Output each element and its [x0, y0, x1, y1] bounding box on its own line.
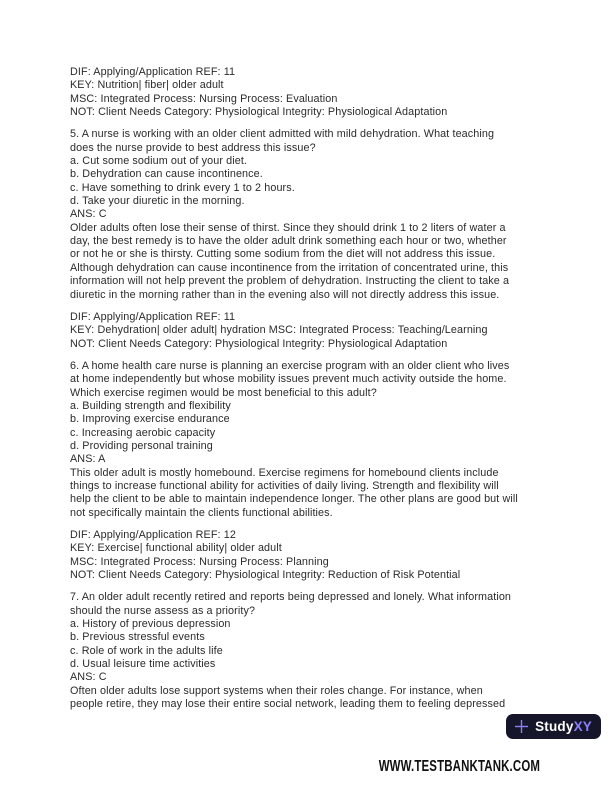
option-d: d. Usual leisure time activities	[70, 658, 216, 671]
answer-line: ANS: C	[70, 671, 107, 684]
option-c: c. Increasing aerobic capacity	[70, 426, 216, 439]
meta-dif-line: DIF: Applying/Application REF: 11	[70, 66, 236, 78]
meta-key-line: KEY: Nutrition| fiber| older adult	[70, 79, 224, 92]
meta-dif-line: DIF: Applying/Application REF: 11	[70, 310, 236, 323]
question-stem-line: Which exercise regimen would be most beneficial to this adult?	[70, 386, 377, 399]
option-a: a. Cut some sodium out of your diet.	[70, 155, 248, 168]
rationale-line: Although dehydration can cause incontinence from the irritation of concentrated urine, this	[70, 261, 509, 274]
meta-not-line: NOT: Client Needs Category: Physiological Integrity: Physiological Adaptation	[70, 337, 448, 350]
option-a: a. History of previous depression	[70, 618, 231, 631]
option-d: d. Take your diuretic in the morning.	[70, 195, 245, 208]
rationale-line: information will not help prevent the problem of dehydration. Instructing the client to take a	[70, 275, 510, 288]
meta-dif-line: DIF: Applying/Application REF: 12	[70, 529, 236, 541]
option-c: c. Role of work in the adults life	[70, 644, 223, 657]
question-stem-line: 7. An older adult recently retired and reports being depressed and lonely. What information	[70, 591, 512, 604]
rationale-line: things to increase functional ability for activities of daily living. Strength and flexibility will	[70, 479, 499, 492]
option-b: b. Improving exercise endurance	[70, 413, 230, 426]
rationale-line: diuretic in the morning rather than in the evening also will not directly address this issue.	[70, 288, 500, 301]
rationale-line: people retire, they may lose their entire social network, leading them to feeling depressed	[70, 698, 506, 711]
question-6-block	[70, 360, 550, 520]
plus-icon	[514, 719, 529, 734]
rationale-line: not specifically maintain the clients functional abilities.	[70, 506, 333, 519]
question-5-block	[70, 128, 550, 301]
rationale-line: Older adults often lose their sense of thirst. Since they should drink 1 to 2 liters of water a	[70, 221, 506, 234]
option-a: a. Building strength and flexibility	[70, 399, 231, 412]
option-b: b. Dehydration can cause incontinence.	[70, 168, 263, 181]
question-7-block	[70, 591, 550, 711]
question-stem-line: should the nurse assess as a priority?	[70, 604, 256, 617]
meta-key-line: KEY: Exercise| functional ability| older adult	[70, 542, 282, 555]
question-stem-line: does the nurse provide to best address this issue?	[70, 141, 316, 154]
meta-block-question-5	[70, 311, 550, 351]
website-watermark: WWW.TESTBANKTANK.COM	[378, 758, 540, 775]
brand-name: Study	[535, 719, 574, 734]
rationale-line: day, the best remedy is to have the older adult drink something each hour or two, whether	[70, 235, 507, 248]
question-stem-line: 5. A nurse is working with an older client admitted with mild dehydration. What teaching	[70, 128, 495, 141]
rationale-line: This older adult is mostly homebound. Exercise regimens for homebound clients include	[70, 466, 499, 479]
answer-line: ANS: C	[70, 208, 107, 221]
rationale-line: Often older adults lose support systems when their roles change. For instance, when	[70, 684, 483, 697]
option-c: c. Have something to drink every 1 to 2 hours.	[70, 181, 295, 194]
meta-msc-line: MSC: Integrated Process: Nursing Process: Planning	[70, 555, 329, 568]
option-b: b. Previous stressful events	[70, 631, 205, 644]
brand-suffix: XY	[573, 719, 592, 734]
rationale-line: help the client to be able to maintain independence longer. The other plans are good but will	[70, 493, 518, 506]
meta-block-question-6	[70, 529, 550, 582]
option-d: d. Providing personal training	[70, 439, 213, 452]
brand-wordmark	[535, 719, 592, 734]
question-stem-line: at home independently but whose mobility issues prevent much activity outside the home.	[70, 373, 507, 386]
meta-block-prev-question	[70, 66, 550, 119]
studyxy-logo-badge	[506, 714, 601, 739]
meta-key-msc-line: KEY: Dehydration| older adult| hydration MSC: Integrated Process: Teaching/Learning	[70, 324, 488, 337]
rationale-line: or not he or she is thirsty. Cutting some sodium from the diet will not address this issue.	[70, 248, 496, 261]
meta-not-line: NOT: Client Needs Category: Physiological Integrity: Reduction of Risk Potential	[70, 569, 461, 582]
meta-msc-line: MSC: Integrated Process: Nursing Process: Evaluation	[70, 92, 338, 105]
meta-not-line: NOT: Client Needs Category: Physiological Integrity: Physiological Adaptation	[70, 106, 448, 119]
answer-line: ANS: A	[70, 453, 106, 466]
page-content	[70, 66, 550, 720]
question-stem-line: 6. A home health care nurse is planning an exercise program with an older client who lives	[70, 359, 510, 372]
